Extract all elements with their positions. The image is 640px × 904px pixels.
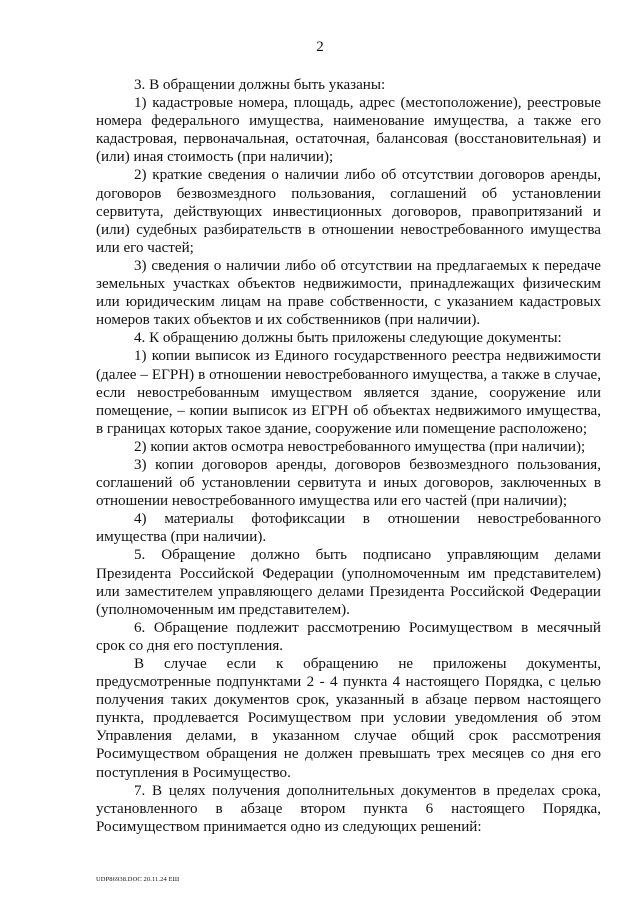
page-number: 2: [316, 39, 324, 55]
paragraph-4-item-2: 2) копии актов осмотра невостребованного имущества (при наличии);: [134, 438, 586, 455]
paragraph-6-clause-2: В случае если к обращению не приложены документы, предусмотренные подпунктами 2 - 4 пункта 4 настоящего Порядка, с целью получения таких документов срок, указанный в абзаце первом настоящего пункта, продлевается Росимуществом при условии уведомления об этом Управления делами, в указанном случае общий срок рассмотрения Росимуществом обращения не должен превышать трех месяцев со дня его поступления в Росимущество.: [96, 656, 601, 781]
paragraph-3-item-3: 3) сведения о наличии либо об отсутствии на предлагаемых к передаче земельных участках объектов недвижимости, принадлежащих физическим или юридическим лицам на праве собственности, с указанием кадастровых номеров таких объектов и их собственников (при наличии).: [96, 257, 601, 329]
paragraph-5: 5. Обращение должно быть подписано управляющим делами Президента Российской Федерации (уполномоченным им представителем) или заместителем управляющего делами Президента Российской Федерации (уполномоченным им представителем).: [96, 547, 601, 618]
paragraph-4-header: 4. К обращению должны быть приложены следующие документы:: [134, 330, 562, 347]
paragraph-4-item-4: 4) материалы фотофиксации в отношении невостребованного имущества (при наличии).: [96, 511, 601, 546]
paragraph-4-item-3: 3) копии договоров аренды, договоров безвозмездного пользования, соглашений об установлении сервитута и иных договоров, заключенных в отношении невостребованного имущества или его частей (при наличии);: [96, 456, 601, 510]
paragraph-7: 7. В целях получения дополнительных документов в пределах срока, установленного в абзаце втором пункта 6 настоящего Порядка, Росимуществом принимается одно из следующих решений:: [96, 782, 601, 835]
paragraph-6: 6. Обращение подлежит рассмотрению Росимуществом в месячный срок со дня его поступления.: [96, 619, 601, 654]
paragraph-3-item-1: 1) кадастровые номера, площадь, адрес (местоположение), реестровые номера федерального имущества, наименование имущества, а также его кадастровая, первоначальная, остаточная, балансовая (восстановительная) и (или) иная стоимость (при наличии);: [96, 95, 601, 166]
paragraph-3-item-2: 2) краткие сведения о наличии либо об отсутствии договоров аренды, договоров безвозмездного пользования, соглашений об установлении сервитута, действующих инвестиционных договоров, правопритязаний и (или) судебных разбирательств в отношении невостребованного имущества или его частей;: [96, 167, 601, 256]
paragraph-3-header: 3. В обращении должны быть указаны:: [134, 77, 386, 93]
paragraph-4-item-1: 1) копии выписок из Единого государственного реестра недвижимости (далее – ЕГРН) в отношении невостребованного имущества, а также в случае, если невостребованным имуществом является здание, сооружение или помещение, – копии выписок из ЕГРН об объектах недвижимого имущества, в границах которых такое здание, сооружение или помещение расположено;: [96, 348, 601, 437]
document-body: [96, 76, 601, 836]
document-footer-code: UDP86938.DOC 20.11.24 ЕШ: [96, 876, 180, 883]
